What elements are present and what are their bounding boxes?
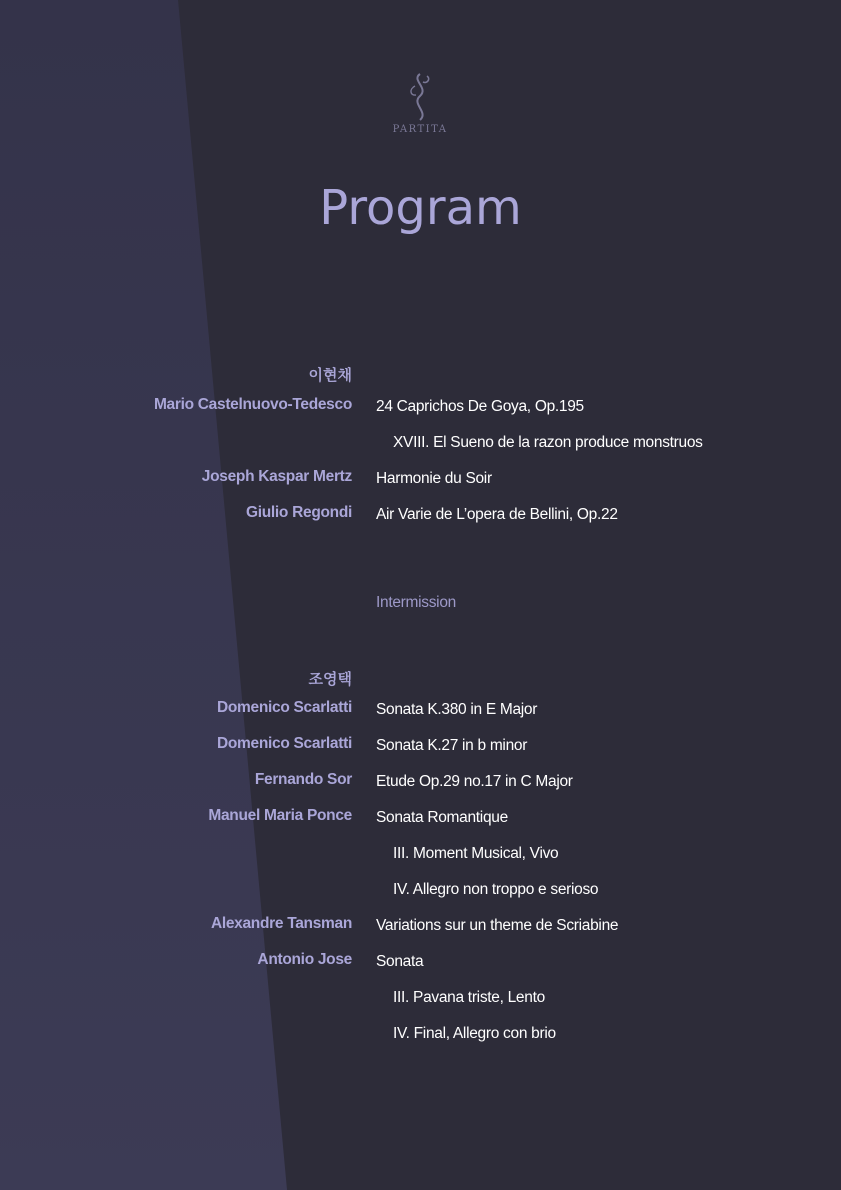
piece-title: 24 Caprichos De Goya, Op.195 [376,398,584,415]
piece-title: Sonata K.27 in b minor [376,737,528,754]
composer-name: Giulio Regondi [245,504,352,521]
composer-name: Joseph Kaspar Mertz [201,468,352,485]
composer-name: Domenico Scarlatti [216,735,352,752]
piece-title: Air Varie de L’opera de Bellini, Op.22 [376,506,618,523]
program-row [0,699,841,729]
piece-title: Etude Op.29 no.17 in C Major [376,773,573,790]
performer-name: 조영택 [308,670,352,688]
logo-text: PARTITA [392,124,448,135]
movement-title: III. Moment Musical, Vivo [393,845,559,862]
composer-name: Domenico Scarlatti [216,699,352,716]
partita-logo [390,70,450,142]
program-row [0,915,841,945]
piece-title: Sonata K.380 in E Major [376,701,538,718]
program-row [0,879,841,909]
movement-title: IV. Allegro non troppo e serioso [393,881,599,898]
piece-title: Harmonie du Soir [376,470,492,487]
movement-title: III. Pavana triste, Lento [393,989,545,1006]
composer-name: Fernando Sor [254,771,352,788]
performer-name: 이현채 [308,366,352,384]
movement-title: XVIII. El Sueno de la razon produce monstruos [393,434,703,451]
program-row [0,735,841,765]
piece-title: Sonata Romantique [376,809,508,826]
intermission-label: Intermission [376,594,456,611]
composer-name: Alexandre Tansman [210,915,352,932]
program-row [0,468,841,498]
program-row [0,1023,841,1053]
program-row [0,987,841,1017]
partita-logo-mark-icon [405,70,435,122]
program-row [0,504,841,534]
program-row [0,951,841,981]
program-row [0,432,841,462]
program-row [0,843,841,873]
program-row [0,771,841,801]
piece-title: Variations sur un theme de Scriabine [376,917,619,934]
composer-name: Manuel Maria Ponce [208,807,352,824]
program-row [0,807,841,837]
composer-name: Antonio Jose [257,951,352,968]
movement-title: IV. Final, Allegro con brio [393,1025,556,1042]
page-title: Program [319,180,522,236]
composer-name: Mario Castelnuovo-Tedesco [153,396,352,413]
piece-title: Sonata [376,953,424,970]
program-row [0,396,841,426]
